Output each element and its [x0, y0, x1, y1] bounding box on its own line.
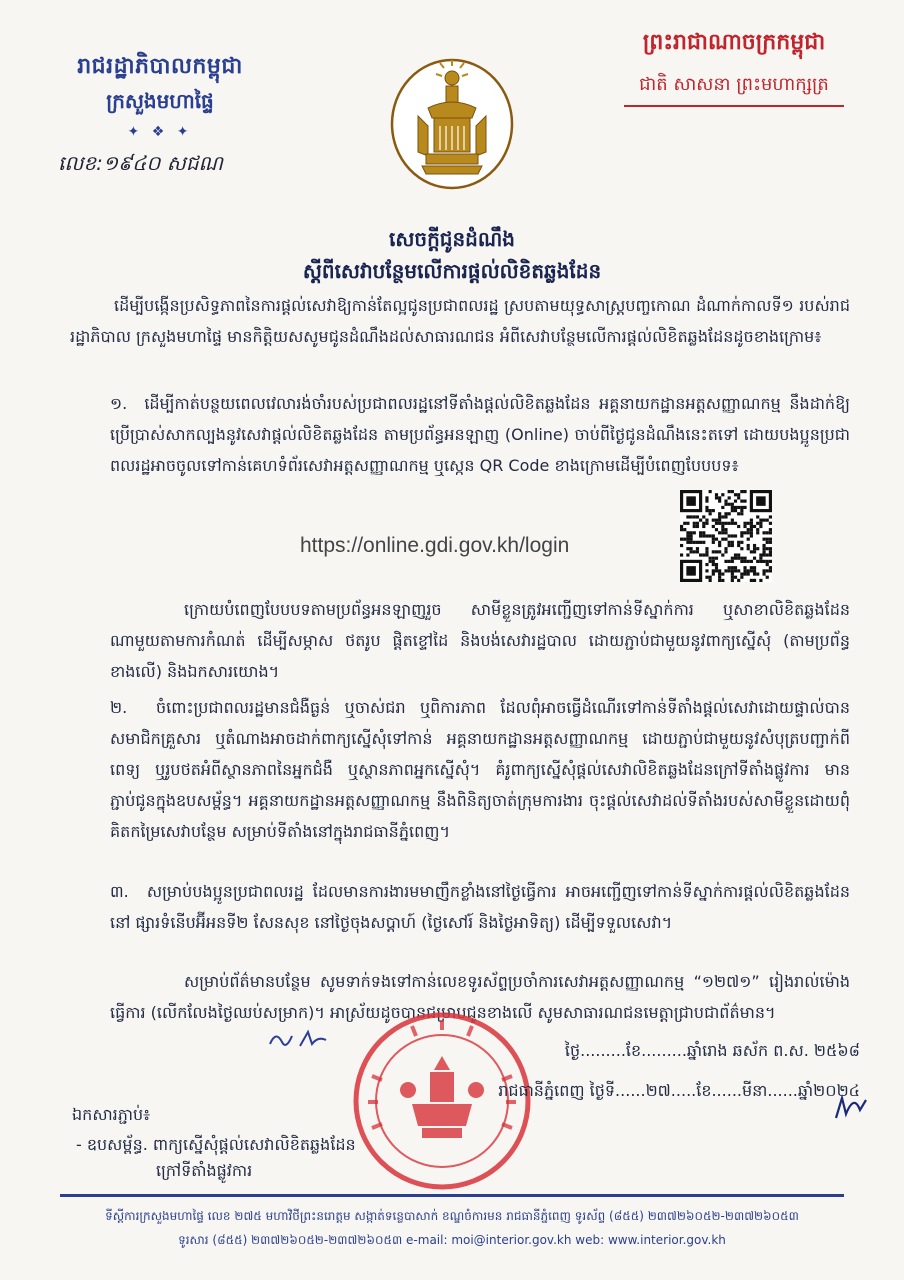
ministry-name: ក្រសួងមហាផ្ទៃ	[106, 89, 214, 113]
handwritten-initials-icon	[266, 1026, 336, 1052]
kingdom-header	[604, 28, 864, 107]
attachment-item: - ឧបសម្ព័ន្ធ. ពាក្យស្នើសុំផ្តល់សេវាលិខិតឆ្លងដែន	[76, 1135, 356, 1154]
solar-date: រាជធានីភ្នំពេញ ថ្ងៃទី......២៧.....ខែ......មីនា......ឆ្នាំ២០២៤	[498, 1081, 860, 1100]
notice-subject: ស្តីពីសេវាបន្ថែមលើការផ្តល់លិខិតឆ្លងដែន	[302, 259, 602, 283]
item-3-paragraph	[110, 876, 850, 938]
lunar-date: ថ្ងៃ.........ខែ.........ឆ្នាំរោង ឆស័ក ព.ស. ២៥៦៨	[564, 1041, 860, 1060]
login-url-link[interactable]: https://online.gdi.gov.kh/login	[300, 534, 570, 557]
attachments-heading: ឯកសារភ្ជាប់៖	[72, 1105, 151, 1124]
contact-paragraph: សម្រាប់ព័ត៌មានបន្ថែម សូមទាក់ទងទៅកាន់លេខទូរស័ព្ទប្រចាំការសេវាអត្តសញ្ញាណកម្ម “១២៧១” រៀងរាល់ម៉ោងធ្វើការ (លើកលែងថ្ងៃឈប់សម្រាក)។ អាស្រ័យដូចបានជម្រាបជូនខាងលើ សូមសាធារណជនមេត្តាជ្រាបជាព័ត៌មាន។	[110, 972, 850, 1022]
item-1-number: ១.	[110, 394, 128, 413]
footer-contact: ទូរសារ (៨៥៥) ២៣៧២៦០៥២-២៣៧២៦០៥៣ e-mail: moi@interior.gov.kh web: www.interior.gov.kh	[178, 1233, 726, 1247]
item-3-text: សម្រាប់បងប្អូនប្រជាពលរដ្ឋ ដែលមានការងារមមាញឹកខ្លាំងនៅថ្ងៃធ្វើការ អាចអញ្ជើញទៅកាន់ទីស្នាក់ការផ្តល់លិខិតឆ្លងដែននៅ ផ្សារទំនើបអ៊ីអនទី២ សែនសុខ នៅថ្ងៃចុងសប្តាហ៍ (ថ្ងៃសៅរ៍ និងថ្ងៃអាទិត្យ) ដើម្បីទទួលសេវា។	[110, 882, 850, 932]
reference-number: លេខ:១៩៤០ សជណ	[58, 151, 223, 175]
national-motto: ជាតិ សាសនា ព្រះមហាក្សត្រ	[639, 74, 829, 95]
signature-icon	[832, 1090, 872, 1124]
ministry-header	[40, 52, 280, 140]
qr-code-icon	[680, 490, 772, 582]
item-2-number: ២.	[110, 698, 128, 717]
item-3-number: ៣.	[110, 882, 129, 901]
item-1-text: ដើម្បីកាត់បន្ថយពេលវេលារង់ចាំរបស់ប្រជាពលរដ្ឋនៅទីតាំងផ្តល់លិខិតឆ្លងដែន អគ្គនាយកដ្ឋានអត្តសញ្ញាណកម្ម នឹងដាក់ឱ្យប្រើប្រាស់សាកល្បងនូវសេវាផ្តល់លិខិតឆ្លងដែន តាមប្រព័ន្ធអនឡាញ (Online) ចាប់ពីថ្ងៃជូនដំណឹងនេះតទៅ ដោយបងប្អូនប្រជាពលរដ្ឋអាចចូលទៅកាន់គេហទំព័រសេវាអត្តសញ្ញាណកម្ម ឬស្កេន QR Code ខាងក្រោមដើម្បីបំពេញបែបបទ៖	[110, 394, 851, 475]
item-2-paragraph	[110, 692, 850, 847]
attachment-item-continued: ក្រៅទីតាំងផ្លូវការ	[156, 1161, 253, 1180]
intro-paragraph: ដើម្បីបង្កើនប្រសិទ្ធភាពនៃការផ្តល់សេវាឱ្យកាន់តែល្អជូនប្រជាពលរដ្ឋ ស្របតាមយុទ្ធសាស្ត្របញ្ចកោណ ដំណាក់កាលទី១ របស់រាជរដ្ឋាភិបាល ក្រសួងមហាផ្ទៃ មានកិត្តិយសសូមជូនដំណឹងដល់សាធារណជន អំពីសេវាបន្ថែមលើការផ្តល់លិខិតឆ្លងដែនដូចខាងក្រោម៖	[70, 296, 850, 346]
header-divider	[624, 105, 844, 107]
footer-divider	[60, 1194, 844, 1197]
item-1-paragraph	[110, 388, 850, 481]
notice-title: សេចក្តីជូនដំណឹង	[389, 227, 515, 251]
royal-emblem-icon	[388, 56, 516, 192]
government-name: រាជរដ្ឋាភិបាលកម្ពុជា	[77, 54, 243, 79]
item-1-followup-paragraph: ក្រោយបំពេញបែបបទតាមប្រព័ន្ធអនឡាញរួច សាមីខ្លួនត្រូវអញ្ជើញទៅកាន់ទីស្នាក់ការ ឬសាខាលិខិតឆ្លងដែនណាមួយតាមការកំណត់ ដើម្បីសម្ភាស ថតរូប ផ្តិតខ្ទៅដៃ និងបង់សេវារដ្ឋបាល ដោយភ្ជាប់ជាមួយនូវពាក្យស្នើសុំ (តាមប្រព័ន្ធខាងលើ) និងឯកសារយោង។	[110, 600, 850, 681]
kingdom-name: ព្រះរាជាណាចក្រកម្ពុជា	[642, 30, 826, 55]
footer-address: ទីស្តីការក្រសួងមហាផ្ទៃ លេខ ២៧៥ មហាវិថីព្រះនរោត្តម សង្កាត់ទន្លេបាសាក់ ខណ្ឌចំការមន រាជធានីភ្នំពេញ ទូរស័ព្ទ (៨៥៥) ២៣៧២៦០៥២-២៣៧២៦០៥៣	[105, 1209, 799, 1223]
item-2-text: ចំពោះប្រជាពលរដ្ឋមានជំងឺធ្ងន់ ឬចាស់ជរា ឬពិការភាព ដែលពុំអាចធ្វើដំណើរទៅកាន់ទីតាំងផ្តល់សេវាដោយផ្ទាល់បាន សមាជិកគ្រួសារ ឬតំណាងអាចដាក់ពាក្យស្នើសុំទៅកាន់ អគ្គនាយកដ្ឋានអត្តសញ្ញាណកម្ម ដោយភ្ជាប់ជាមួយនូវសំបុត្របញ្ជាក់ពីពេទ្យ ឬរូបថតអំពីស្ថានភាពនៃអ្នកជំងឺ ឬស្ថានភាពអ្នកស្នើសុំ។ គំរូពាក្យស្នើសុំផ្តល់សេវាលិខិតឆ្លងដែនក្រៅទីតាំងផ្លូវការ មានភ្ជាប់ជូនក្នុងឧបសម្ព័ន្ធ។ អគ្គនាយកដ្ឋានអត្តសញ្ញាណកម្ម នឹងពិនិត្យចាត់ក្រុមការងារ ចុះផ្តល់សេវាដល់ទីតាំងរបស់សាមីខ្លួនដោយពុំគិតកម្រៃសេវាបន្ថែម សម្រាប់ទីតាំងនៅក្នុងរាជធានីភ្នំពេញ។	[110, 698, 851, 841]
ornament-divider: ✦ ❖ ✦	[127, 124, 193, 140]
